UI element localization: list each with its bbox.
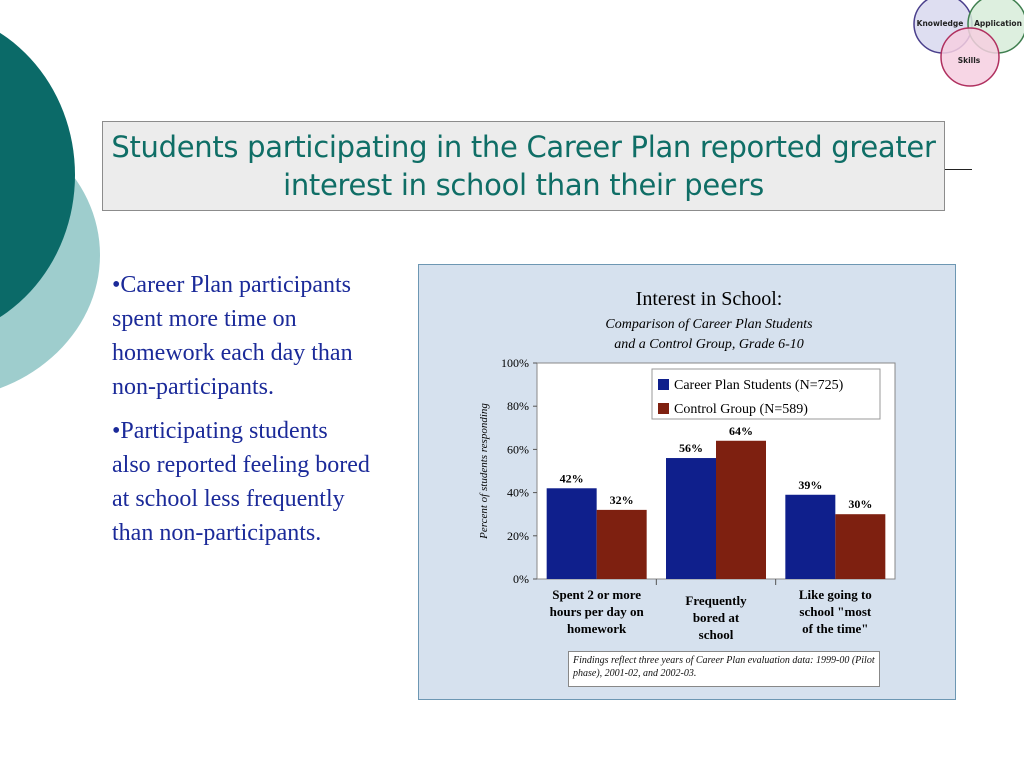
chart-subtitle-line: and a Control Group, Grade 6-10 <box>614 337 804 352</box>
legend-swatch <box>658 379 669 390</box>
bar <box>835 514 885 579</box>
y-tick-label: 0% <box>513 572 529 586</box>
x-tick-label: Like going to <box>798 587 872 602</box>
bar <box>785 495 835 579</box>
venn-label-knowledge: Knowledge <box>916 19 964 28</box>
bar <box>716 441 766 579</box>
bar <box>597 510 647 579</box>
legend-label: Control Group (N=589) <box>674 402 808 417</box>
data-label: 64% <box>729 423 753 438</box>
venn-label-skills: Skills <box>957 56 981 65</box>
data-label: 42% <box>559 471 584 486</box>
chart-title: Interest in School: <box>635 288 783 310</box>
y-tick-label: 20% <box>507 528 529 543</box>
bullet-item: •Participating students also reported feeling bored at school less frequently than non-participants. <box>112 418 370 546</box>
x-tick-label: bored at <box>692 610 740 625</box>
bar-chart <box>419 265 955 699</box>
x-tick-label: hours per day on <box>549 604 644 619</box>
data-label: 39% <box>798 477 823 492</box>
x-tick-label: of the time" <box>802 621 869 636</box>
bullet-list <box>112 268 372 560</box>
venn-label-application: Application <box>974 19 1022 28</box>
chart-subtitle-line: Comparison of Career Plan Students <box>605 317 813 332</box>
x-tick-label: Frequently <box>685 593 747 608</box>
data-label: 32% <box>609 492 634 507</box>
bullet-item: •Career Plan participants spent more time on homework each day than non-participants. <box>112 272 353 400</box>
title-box <box>102 121 945 211</box>
chart-panel <box>418 264 956 700</box>
y-tick-label: 100% <box>501 356 529 370</box>
bar <box>547 488 597 579</box>
y-tick-label: 80% <box>507 399 529 414</box>
x-tick-label: school "most <box>799 604 872 619</box>
x-tick-label: Spent 2 or more <box>552 587 642 602</box>
venn-diagram <box>910 0 1024 90</box>
x-tick-label: school <box>698 627 734 642</box>
x-tick-label: homework <box>567 621 627 636</box>
legend-label: Career Plan Students (N=725) <box>674 378 844 393</box>
y-axis-label: Percent of students responding <box>478 403 490 539</box>
legend-swatch <box>658 403 669 414</box>
slide-title: Students participating in the Career Plan reported greater interest in school than their peers <box>111 130 936 202</box>
data-label: 30% <box>848 497 873 512</box>
data-label: 56% <box>679 441 703 456</box>
y-tick-label: 60% <box>507 442 529 457</box>
y-tick-label: 40% <box>507 485 529 500</box>
title-rule-line <box>945 169 972 170</box>
bar <box>666 458 716 579</box>
findings-note: Findings reflect three years of Career Plan evaluation data: 1999-00 (Pilot phase), 2001-02, and 2002-03. <box>568 651 880 687</box>
